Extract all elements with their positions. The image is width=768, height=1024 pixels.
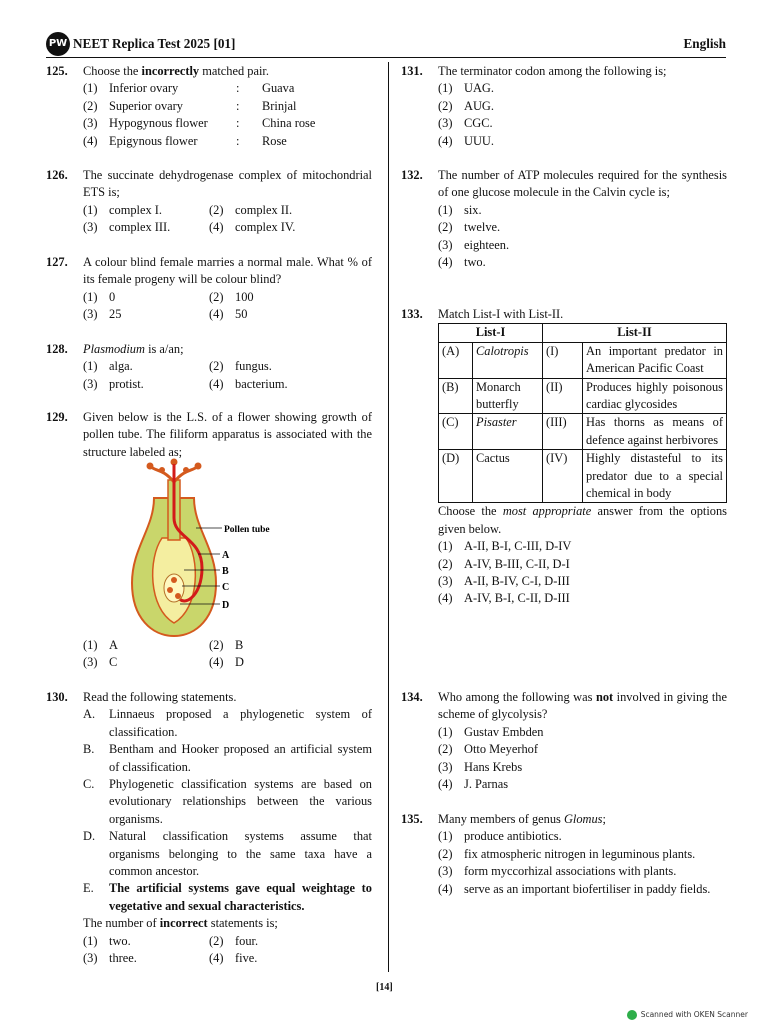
flower-ls-diagram: [92, 458, 292, 638]
question-number: 134.: [401, 690, 423, 704]
question-text: Who among the following was not involved in giving the scheme of glycolysis?: [438, 690, 727, 722]
question-134: [401, 689, 727, 793]
scanner-logo-icon: [627, 1010, 637, 1020]
option-row: (3) protist. (4) bacterium.: [83, 376, 288, 391]
question-text: Plasmodium is a/an;: [83, 342, 184, 356]
label-pollen-tube: Pollen tube: [224, 525, 270, 535]
question-text: Choose the incorrectly matched pair.: [83, 64, 269, 78]
option: (2) A-IV, B-III, C-II, D-I: [438, 556, 570, 571]
question-135: [401, 811, 727, 898]
question-125: [46, 63, 372, 150]
choose-instruction: Choose the most appropriate answer from the options given below.: [438, 504, 728, 536]
table-row: (C) Pisaster (III) Has thorns as means of defence against herbivores: [439, 414, 727, 450]
option: (4) J. Parnas: [438, 776, 509, 791]
option: (4) Epigynous flower : Rose: [83, 133, 287, 148]
question-text: The succinate dehydrogenase complex of mitochondrial ETS is;: [83, 168, 372, 200]
column-divider: [388, 62, 389, 972]
option: (3) A-II, B-IV, C-I, D-III: [438, 574, 570, 589]
option-row: (1) complex I. (2) complex II.: [83, 202, 293, 217]
list-1-header: List-I: [439, 324, 543, 342]
question-number: 132.: [401, 168, 423, 182]
question-133: [401, 306, 727, 608]
option: (1) six.: [438, 202, 482, 217]
pollen-grain-icon: [147, 463, 154, 470]
question-text: The number of ATP molecules required for the synthesis of one glucose molecule in the Calvin cycle is;: [438, 168, 727, 200]
option: (4) serve as an important biofertiliser in paddy fields.: [438, 881, 711, 896]
question-text: Match List-I with List-II.: [438, 307, 564, 321]
question-130: [46, 689, 372, 967]
option: (1) Gustav Embden: [438, 724, 544, 739]
option: (1) A-II, B-I, C-III, D-IV: [438, 539, 572, 554]
test-title: NEET Replica Test 2025 [01]: [73, 36, 236, 51]
question-text: A colour blind female marries a normal male. What % of its female progeny will be colour blind?: [83, 255, 372, 287]
page-header: [46, 32, 726, 58]
label-d: D: [222, 600, 230, 611]
option: (3) form myccorhizal associations with plants.: [438, 864, 677, 879]
table-row: (A) Calotropis (I) An important predator in American Pacific Coast: [439, 342, 727, 378]
cell: [171, 577, 177, 583]
option: (1) Inferior ovary : Guava: [83, 81, 295, 96]
page-number: [14]: [376, 982, 393, 993]
option: (4) UUU.: [438, 133, 494, 148]
question-number: 131.: [401, 64, 423, 78]
question-129-options: [46, 637, 372, 672]
pollen-grain-icon: [195, 463, 202, 470]
option: (2) fix atmospheric nitrogen in leguminous plants.: [438, 846, 696, 861]
question-131: [401, 63, 727, 150]
option-row: (1) 0 (2) 100: [83, 289, 254, 304]
list-2-header: List-II: [543, 324, 727, 342]
table-row: (D) Cactus (IV) Highly distasteful to its predator due to a special chemical in body: [439, 450, 727, 503]
option-row: (1) two. (2) four.: [83, 933, 259, 948]
question-129: [46, 409, 372, 461]
cell: [175, 593, 181, 599]
question-126: [46, 167, 372, 237]
question-number: 127.: [46, 255, 68, 269]
language-label: English: [683, 36, 726, 51]
option: (2) Superior ovary : Brinjal: [83, 98, 297, 113]
option-row: (1) alga. (2) fungus.: [83, 359, 272, 374]
label-a: A: [222, 550, 230, 561]
option: (3) Hans Krebs: [438, 759, 523, 774]
question-number: 126.: [46, 168, 68, 182]
pw-logo-icon: PW: [46, 32, 70, 56]
question-number: 129.: [46, 410, 68, 424]
question-text: Given below is the L.S. of a flower showing growth of pollen tube. The filiform apparatus is associated with the structure labeled as;: [83, 410, 372, 459]
question-127: [46, 254, 372, 324]
table-row: (B) Monarch butterfly (II) Produces highly poisonous cardiac glycosides: [439, 378, 727, 414]
statement: D. Natural classification systems assume that organisms belonging to the same taxa have a common ancestor.: [83, 829, 372, 879]
scanner-watermark: Scanned with OKEN Scanner: [627, 1006, 748, 1023]
option: (4) two.: [438, 254, 486, 269]
question-number: 130.: [46, 690, 68, 704]
option: (3) eighteen.: [438, 237, 510, 252]
option-row: (3) three. (4) five.: [83, 951, 258, 966]
pollen-grain-icon: [159, 467, 165, 473]
question-number: 135.: [401, 812, 423, 826]
option: (1) produce antibiotics.: [438, 829, 562, 844]
question-footer: The number of incorrect statements is;: [83, 916, 278, 931]
question-number: 128.: [46, 342, 68, 356]
cell: [167, 587, 173, 593]
question-number: 125.: [46, 64, 68, 78]
question-text: The terminator codon among the following is;: [438, 64, 667, 78]
statement: E. The artificial systems gave equal weightage to vegetative and sexual characteristics.: [83, 881, 372, 913]
option-row: (3) complex III. (4) complex IV.: [83, 220, 296, 235]
label-b: B: [222, 566, 229, 577]
statement: C. Phylogenetic classification systems are based on evolutionary relationships between the various organisms.: [83, 777, 372, 826]
option: (1) UAG.: [438, 81, 494, 96]
option-row: (3) 25 (4) 50: [83, 307, 248, 322]
question-number: 133.: [401, 307, 423, 321]
question-text: Read the following statements.: [83, 690, 237, 704]
option: (2) Otto Meyerhof: [438, 742, 538, 757]
question-128: [46, 341, 372, 393]
option: (3) Hypogynous flower : China rose: [83, 116, 316, 131]
option-row: (1) A (2) B: [83, 638, 244, 652]
option: (2) AUG.: [438, 98, 494, 113]
option: (2) twelve.: [438, 220, 501, 235]
pollen-grain-icon: [183, 467, 189, 473]
option: (3) CGC.: [438, 116, 493, 131]
option-row: (3) C (4) D: [83, 655, 244, 670]
label-c: C: [222, 582, 230, 593]
question-text: Many members of genus Glomus;: [438, 812, 606, 826]
statement: B. Bentham and Hooker proposed an artificial system of classification.: [83, 742, 372, 774]
match-table: [438, 323, 727, 503]
question-132: [401, 167, 727, 271]
option: (4) A-IV, B-I, C-II, D-III: [438, 591, 570, 606]
statement: A. Linnaeus proposed a phylogenetic system of classification.: [83, 707, 372, 739]
